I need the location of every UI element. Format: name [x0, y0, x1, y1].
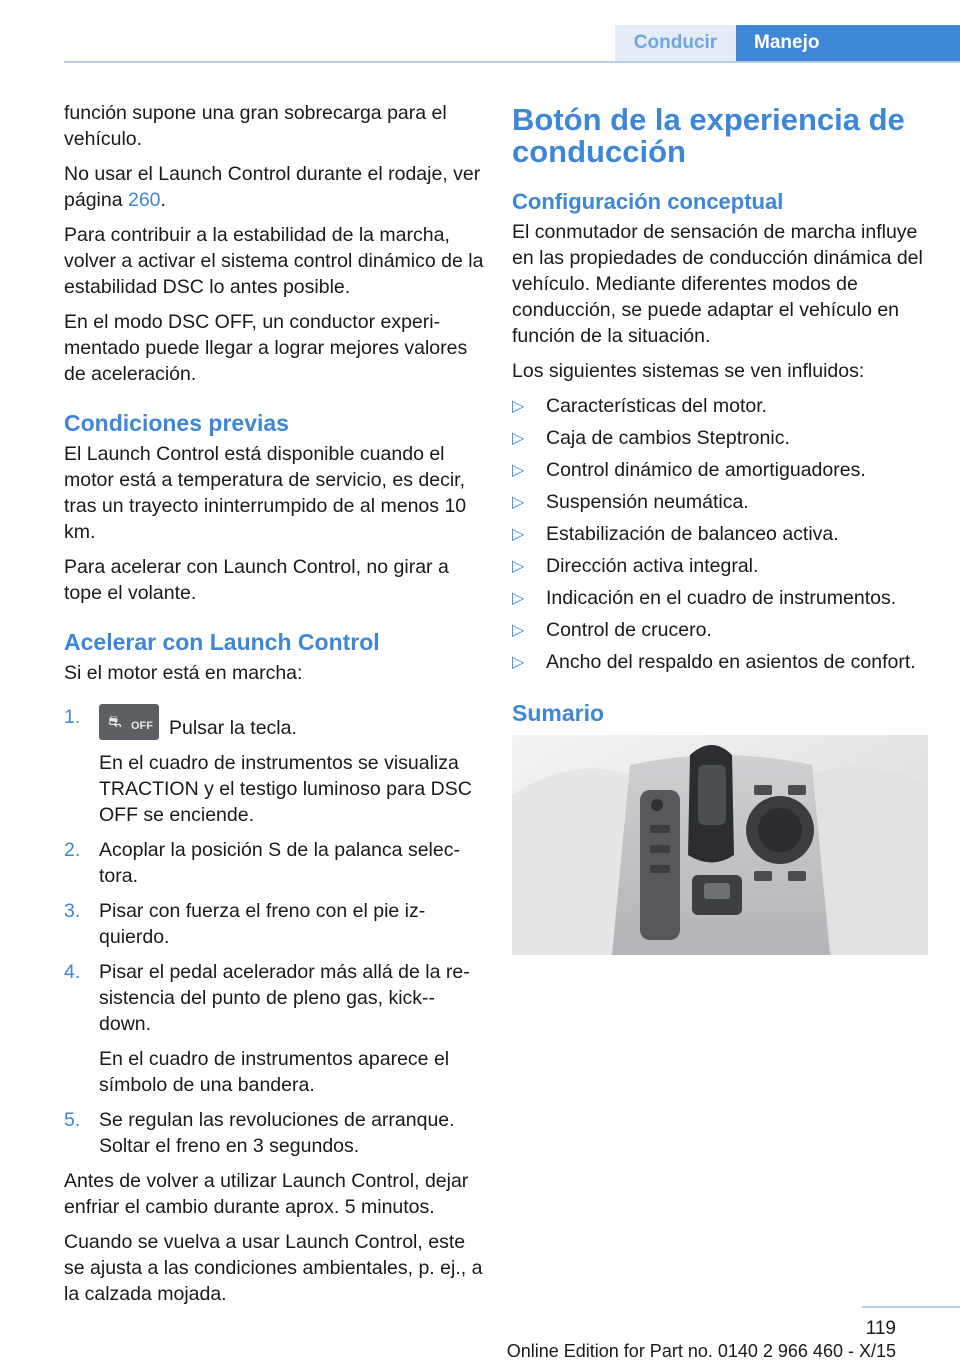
step-subtext: En el cuadro de instrumentos se visualiza TRACTION y el testigo luminoso para DSC OFF se enciende. [99, 752, 472, 826]
paragraph: El conmutador de sensación de marcha influye en las propiedades de conducción dinámica del vehículo. Mediante diferentes modos de conducción, se puede adaptar el vehículo en función de la situación. [512, 221, 923, 347]
list-item [512, 649, 932, 675]
list-item [512, 521, 932, 547]
heading-acelerar: Acelerar con Launch Control [64, 629, 380, 655]
step-text: Acoplar la posición S de la palanca selec‐tora. [99, 839, 460, 887]
list-item [512, 553, 932, 579]
list-item-text: Ancho del respaldo en asientos de confort. [546, 651, 916, 673]
list-item [64, 959, 484, 1098]
list-item-text: Estabilización de balanceo activa. [546, 523, 839, 545]
heading-configuracion: Configuración conceptual [512, 189, 784, 214]
list-item [512, 489, 932, 515]
step-text: Pisar con fuerza el freno con el pie iz‐quierdo. [99, 900, 426, 948]
triangle-bullet-icon: ▷ [512, 430, 525, 447]
page-number: 119 [865, 1318, 896, 1339]
step-text: Se regulan las revoluciones de arranque. Soltar el freno en 3 segundos. [99, 1109, 455, 1157]
systems-list [512, 393, 932, 675]
steps-list [64, 704, 484, 1159]
paragraph: Los siguientes sistemas se ven influidos: [512, 360, 865, 382]
dsc-off-label: OFF [131, 720, 153, 732]
paragraph-text: . [160, 189, 166, 211]
triangle-bullet-icon: ▷ [512, 622, 525, 639]
paragraph: Antes de volver a utilizar Launch Control, dejar enfriar el cambio durante aprox. 5 minutos. [64, 1170, 469, 1218]
triangle-bullet-icon: ▷ [512, 590, 525, 607]
right-column [512, 100, 932, 731]
footer-rule [862, 1306, 960, 1308]
paragraph-text: No usar el Launch Control durante el rodaje, ver página [64, 163, 481, 211]
header-rule [64, 61, 960, 63]
list-item-text: Control de crucero. [546, 619, 712, 641]
tab-conducir[interactable]: Conducir [615, 25, 736, 61]
list-item-text: Dirección activa integral. [546, 555, 759, 577]
list-item [512, 457, 932, 483]
paragraph: Para acelerar con Launch Control, no girar a tope el volante. [64, 556, 449, 604]
tab-manejo[interactable]: Manejo [736, 25, 960, 61]
list-item [64, 704, 484, 828]
step-subtext: En el cuadro de instrumentos aparece el símbolo de una bandera. [99, 1048, 450, 1096]
triangle-bullet-icon: ▷ [512, 398, 525, 415]
step-text: Pulsar la tecla. [169, 717, 297, 739]
list-item-text: Caja de cambios Steptronic. [546, 427, 790, 449]
list-item-text: Características del motor. [546, 395, 768, 417]
left-column [64, 100, 484, 1316]
list-item-text: Suspensión neumática. [546, 491, 749, 513]
step-number: 1. [64, 706, 81, 728]
step-text: Pisar el pedal acelerador más allá de la re‐sistencia del punto de pleno gas, kick‐-down. [99, 961, 470, 1035]
car-skid-icon: ⛐ [108, 714, 122, 731]
paragraph: función supone una gran sobrecarga para el vehículo. [64, 102, 447, 150]
list-item-text: Control dinámico de amortiguadores. [546, 459, 866, 481]
step-number: 2. [64, 839, 81, 861]
paragraph: Para contribuir a la estabilidad de la marcha, volver a activar el sistema control dinámico de la estabilidad DSC lo antes posible. [64, 224, 484, 298]
triangle-bullet-icon: ▷ [512, 462, 525, 479]
step-number: 4. [64, 961, 81, 983]
list-item-text: Indicación en el cuadro de instrumentos. [546, 587, 897, 609]
list-item [512, 585, 932, 611]
triangle-bullet-icon: ▷ [512, 558, 525, 575]
paragraph: Si el motor está en marcha: [64, 662, 303, 684]
list-item [512, 393, 932, 419]
list-item [64, 1107, 484, 1159]
edition-footer: Online Edition for Part no. 0140 2 966 460 - X/15 [506, 1341, 896, 1361]
list-item [512, 425, 932, 451]
list-item [64, 898, 484, 950]
triangle-bullet-icon: ▷ [512, 526, 525, 543]
step-number: 5. [64, 1109, 81, 1131]
paragraph: En el modo DSC OFF, un conductor experi‐mentado puede llegar a lograr mejores valores de aceleración. [64, 311, 468, 385]
triangle-bullet-icon: ▷ [512, 654, 525, 671]
paragraph [64, 161, 484, 213]
triangle-bullet-icon: ▷ [512, 494, 525, 511]
heading-sumario: Sumario [512, 700, 605, 726]
console-illustration [512, 735, 928, 955]
section-title: Botón de la experiencia de conducción [512, 102, 905, 169]
dsc-off-button-icon [99, 704, 159, 740]
paragraph: El Launch Control está disponible cuando el motor está a temperatura de servicio, es decir, tras un trayecto ininterrumpido de al menos 10 km. [64, 443, 467, 543]
page-link[interactable]: 260 [127, 189, 161, 211]
paragraph: Cuando se vuelva a usar Launch Control, este se ajusta a las condiciones ambientales, p. ej., a la calzada mojada. [64, 1231, 483, 1305]
list-item [64, 837, 484, 889]
step-number: 3. [64, 900, 81, 922]
heading-condiciones: Condiciones previas [64, 410, 289, 436]
list-item [512, 617, 932, 643]
center-console-photo [512, 735, 928, 955]
